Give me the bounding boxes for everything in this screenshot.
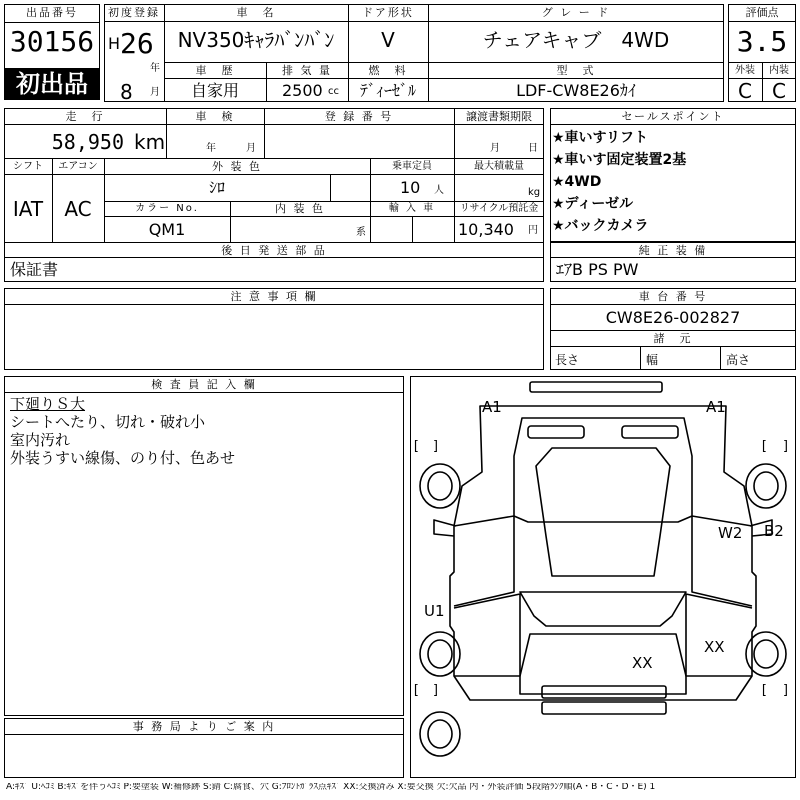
mileage-label: 走 行 <box>65 110 105 123</box>
svg-text:]: ] <box>432 683 440 698</box>
svg-text:]: ] <box>432 439 440 454</box>
displacement: 2500 <box>282 81 323 100</box>
load-label: 最大積載量 <box>474 161 524 172</box>
svg-text:[: [ <box>412 439 420 454</box>
color-no-label: カラー No. <box>135 203 199 214</box>
sales-point-3: ★4WD <box>552 174 602 190</box>
wheel-front-left <box>420 464 460 508</box>
damage-legend: A:ｷｽﾞ U:ﾍｺﾐ B:ｷｽﾞを伴うﾍｺﾐ P:要塗装 W:補修跡 S:錆 C:腐食、穴 G:ﾌﾛﾝﾄｶﾞﾗｽ点ｷｽﾞ XX:交換済み X:要交換 欠:欠品 内・外装評価 5段階ﾗﾝｸ順(A・B・C・D・E) 1 <box>6 783 656 792</box>
height-label: 高さ <box>726 353 751 367</box>
color-label: 外 装 色 <box>212 160 262 173</box>
spare-wheel <box>420 712 460 756</box>
era: H <box>108 34 121 53</box>
sales-point-5: ★バックカメラ <box>552 218 649 234</box>
grade-label: グ レ ー ド <box>541 6 611 19</box>
shift-label: シフト <box>13 161 43 172</box>
inspector-line-4: 外装うすい線傷、のり付、色あせ <box>10 449 236 467</box>
exterior-color: ｼﾛ <box>208 178 225 197</box>
inspection-label: 車 検 <box>195 110 235 123</box>
reg-month-unit: 月 <box>150 87 160 98</box>
roof-front <box>514 418 692 522</box>
inspector-line-3: 室内汚れ <box>10 431 71 449</box>
rear-glass <box>520 634 686 694</box>
svg-text:]: ] <box>782 439 790 454</box>
mileage: 58,950 <box>51 130 124 154</box>
capacity: 10 <box>400 178 421 197</box>
shift: IAT <box>12 197 44 221</box>
recycle-unit: 円 <box>528 225 538 236</box>
equipment: ｴｱB PS PW <box>556 260 639 279</box>
dims-label: 諸 元 <box>653 332 693 345</box>
int-color-unit: 系 <box>356 227 366 238</box>
insp-year-unit: 年 <box>206 143 216 154</box>
rear-bumper-top <box>542 686 666 698</box>
rear-bumper <box>542 702 666 714</box>
model: LDF-CW8E26ｶｲ <box>516 81 636 100</box>
inspector-label: 検 査 員 記 入 欄 <box>151 378 257 391</box>
history: 自家用 <box>190 81 239 100</box>
front-bumper <box>530 382 662 392</box>
width-label: 幅 <box>646 353 659 367</box>
door-label: ドア形状 <box>362 6 414 19</box>
first-reg-label: 初度登録 <box>108 6 160 19</box>
mark-xx-right-rear: XX <box>704 638 725 656</box>
svg-text:[: [ <box>412 683 420 698</box>
svg-text:[: [ <box>760 683 768 698</box>
length-label: 長さ <box>555 353 580 367</box>
displacement-label: 排 気 量 <box>282 64 332 77</box>
model-label: 型 式 <box>556 64 596 77</box>
sales-point-4: ★ディーゼル <box>552 196 634 212</box>
door-type: V <box>381 28 395 52</box>
insp-month-unit: 月 <box>246 143 256 154</box>
windshield <box>536 448 670 576</box>
history-label: 車 歴 <box>195 64 235 77</box>
transfer-month-unit: 月 <box>490 143 500 154</box>
load-unit: kg <box>528 187 541 198</box>
reg-no-label: 登 録 番 号 <box>324 110 394 123</box>
lot-number-label: 出品番号 <box>26 6 78 19</box>
capacity-unit: 人 <box>434 185 444 196</box>
car-name-label: 車 名 <box>236 6 276 19</box>
recycle-label: リサイクル預託金 <box>459 203 539 214</box>
sales-points-label: セールスポイント <box>621 110 725 123</box>
mileage-unit: km <box>134 130 166 154</box>
ac: AC <box>64 197 92 221</box>
accessories: 保証書 <box>10 260 59 279</box>
left-front-door <box>454 516 514 606</box>
hood-right-vent <box>622 426 678 438</box>
recycle-fee: 10,340 <box>458 220 514 239</box>
grade: チェアキャブ 4WD <box>482 28 670 52</box>
chassis-label: 車 台 番 号 <box>638 290 708 303</box>
rear-roof <box>520 592 686 626</box>
interior-grade: C <box>772 79 786 103</box>
chassis-number: CW8E26-002827 <box>605 308 741 327</box>
fuel-label: 燃 料 <box>368 64 408 77</box>
left-mirror <box>434 520 456 536</box>
score: 3.5 <box>736 25 788 58</box>
capacity-label: 乗車定員 <box>392 161 432 172</box>
office-label: 事 務 局 よ り ご 案 内 <box>132 720 276 733</box>
int-color-label: 内 装 色 <box>275 202 325 215</box>
svg-text:[: [ <box>760 439 768 454</box>
right-rear-door <box>686 594 752 676</box>
first-listing-badge: 初出品 <box>4 68 100 100</box>
equipment-label: 純 正 装 備 <box>638 244 708 257</box>
left-rear-door <box>454 594 520 676</box>
mark-b2-right-side: B2 <box>764 522 784 540</box>
mark-a1-front-right: A1 <box>706 398 726 416</box>
hood-left-vent <box>528 426 584 438</box>
exterior-grade: C <box>738 79 752 103</box>
mark-u1-left-rear: U1 <box>424 602 445 620</box>
wheel-front-right <box>746 464 786 508</box>
reg-year-unit: 年 <box>150 63 160 74</box>
displacement-unit: cc <box>328 86 339 97</box>
inspector-line-1: 下廻りＳ大 <box>10 395 86 413</box>
ac-label: エアコン <box>58 161 98 172</box>
import-label: 輸 入 車 <box>388 203 436 214</box>
sales-point-2: ★車いす固定装置2基 <box>552 152 687 168</box>
car-name: NV350ｷｬﾗﾊﾞﾝﾊﾞﾝ <box>177 28 335 52</box>
accessories-label: 後 日 発 送 部 品 <box>221 244 327 257</box>
mark-w2-right-door: W2 <box>718 524 743 542</box>
reg-month: 8 <box>120 80 133 104</box>
transfer-day-unit: 日 <box>528 143 538 154</box>
fuel: ﾃﾞｨｰｾﾞﾙ <box>359 81 416 100</box>
lot-number: 30156 <box>9 25 95 58</box>
score-label: 評価点 <box>745 6 779 19</box>
mark-xx-rear: XX <box>632 654 653 672</box>
mark-a1-front-left: A1 <box>482 398 502 416</box>
svg-text:]: ] <box>782 683 790 698</box>
reg-year: 26 <box>120 27 154 60</box>
notes-label: 注 意 事 項 欄 <box>230 290 318 303</box>
exterior-label: 外装 <box>735 65 755 76</box>
interior-label: 内装 <box>769 65 789 76</box>
inspector-line-2: シートへたり、切れ・破れ小 <box>10 413 206 431</box>
color-no: QM1 <box>148 220 186 239</box>
car-diagram <box>410 376 796 778</box>
transfer-label: 譲渡書類期限 <box>466 110 532 123</box>
sales-point-1: ★車いすリフト <box>552 130 648 146</box>
